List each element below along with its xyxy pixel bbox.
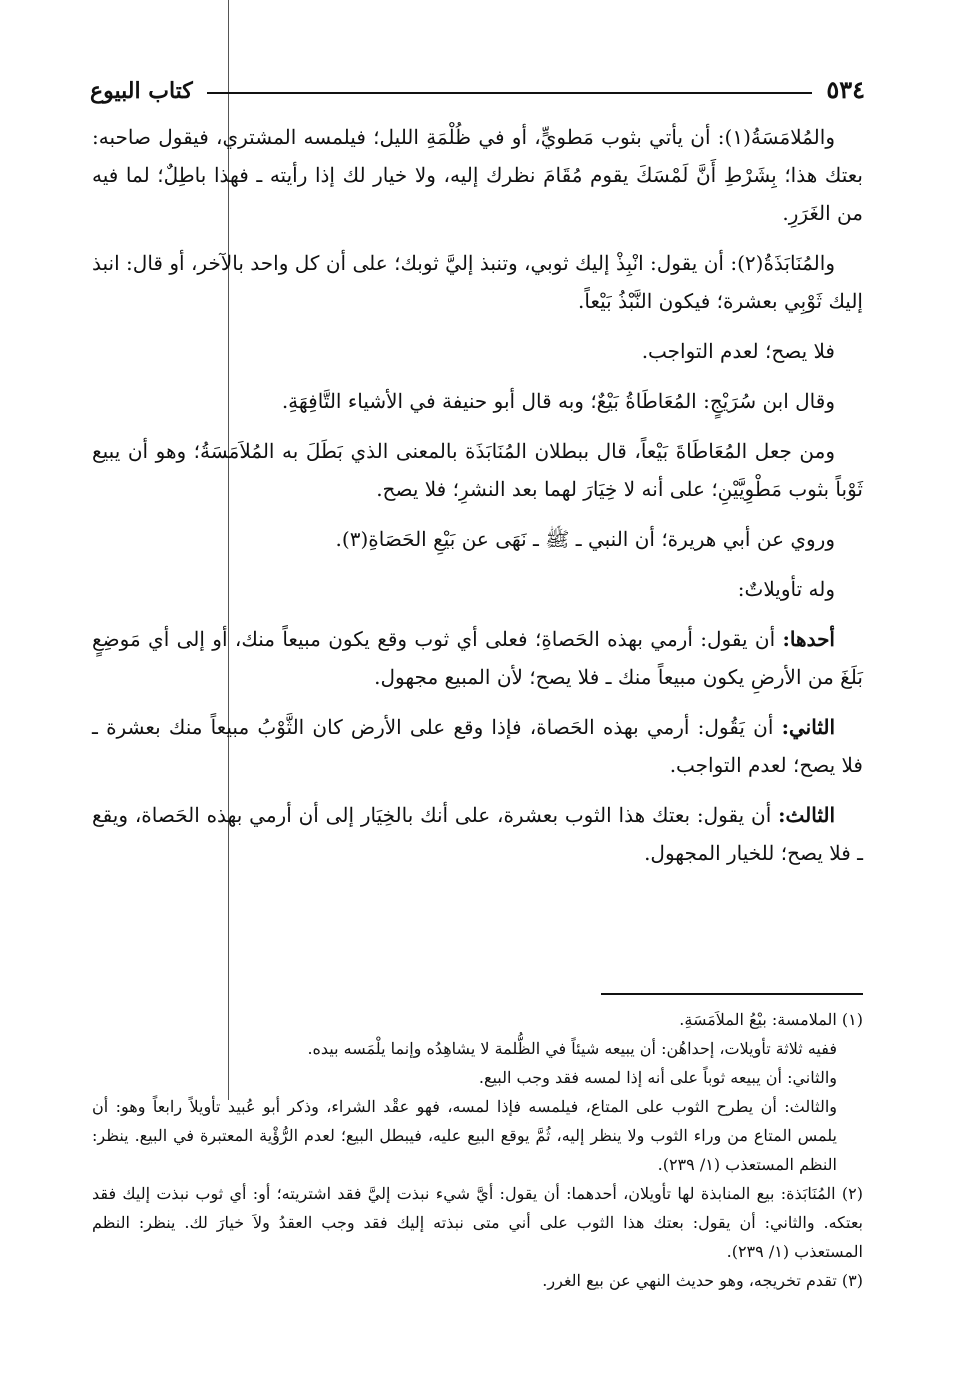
footnote-1-line-a: ففيه ثلاثة تأويلات، إحداهُن: أن يبيعه شيئاً في الظُّلمة لا يشاهِدُه وإنما يلْمَسه بيده. bbox=[307, 1039, 837, 1058]
footnote-1-line-c: والثالث: أن يطرح الثوب على المتاع، فيلمسه فإذا لمسه، فهو عقْد الشراء، وذكر أبو عُبيد تأويلاً رابعاً وهو: أن يلمس المتاع من وراء الثوب ولا ينظر إليه، ثُمَّ يوقع البيع عليه، فيبطل البيع؛ لعدم الرُّؤْية المعتبرة في البيع. ينظر: النظم المستعذب (١/ ٢٣٩). bbox=[92, 1097, 838, 1174]
header-rule bbox=[207, 92, 813, 94]
footnote-separator bbox=[601, 993, 863, 995]
page-number: ٥٣٤ bbox=[826, 75, 865, 104]
paragraph-mulamasa: والمُلامَسَةُ(١): أن يأتي بثوب مَطويٍّ، أو في ظُلْمَةِ الليل؛ فيلمسه المشتري، فيقول صاحبه: بعتك هذا؛ بِشَرْطِ أَنَّ لَمْسَكَ يقوم مُقَامَ نظرك إليه، ولا خيار لك إذا رأيته ـ فهذا باطِلٌ؛ لما فيه من الغَرَرِ. bbox=[92, 125, 863, 225]
main-text bbox=[92, 118, 863, 884]
footnote-1-line-b: والثاني: أن يبيعه ثوباً على أنه إذا لمسه فقد وجب البيع. bbox=[478, 1068, 837, 1087]
first-text: أن يقول: أرمي بهذه الحَصاةِ؛ فعلى أي ثوب وقع يكون مبيعاً منك، أو إلى أي مَوضِعٍ بَلَغَ من الأرضِ يكون مبيعاً منك ـ فلا يصح؛ لأن المبيع مجهول. bbox=[92, 627, 863, 689]
paragraph-third bbox=[92, 796, 863, 872]
chapter-title: كتاب البيوع bbox=[90, 78, 193, 104]
paragraph-no-validity: فلا يصح؛ لعدم التواجب. bbox=[641, 339, 835, 363]
third-label: الثالث: bbox=[778, 803, 836, 827]
paragraph-ibn-surayj: وقال ابن سُرَيْجٍ: المُعَاطَاةُ بَيْعٌ؛ وبه قال أبو حنيفة في الأشياء التَّافِهَةِ. bbox=[281, 389, 835, 413]
paragraph-interpretations: وله تأويلاتٌ: bbox=[737, 577, 835, 601]
footnote-3: (٣) تقدم تخريجه، وهو حديث النهي عن بيع الغرر. bbox=[542, 1271, 863, 1290]
footnote-1: (١) الملامسة: بيْعُ الملاَمَسَةِ. bbox=[679, 1010, 863, 1029]
third-text: أن يقول: بعتك هذا الثوب بعشرة، على أنك بالخِيَار إلى أن أرمي بهذه الحَصاة، ويقع ـ فلا يصح؛ للخيار المجهول. bbox=[92, 803, 863, 865]
paragraph-muataat: ومن جعل المُعَاطَاةَ بَيْعاً، قال ببطلان المُنَابَذَة بالمعنى الذي بَطَلَ به المُلاَمَسَةُ؛ وهو أن يبيع ثَوْباً بثوب مَطْوِيَّيْنِ؛ على أنه لا خِيَارَ لهما بعد النشرِ؛ فلا يصح. bbox=[92, 439, 863, 501]
paragraph-second bbox=[92, 708, 863, 784]
footnote-2: (٢) المُنَابَذة: بيع المنابذة لها تأويلان، أحدهما: أن يقول: أيَّ شيء نبذت إليَّ فقد اشتريته؛ أو: أي ثوب نبذت إليك فقد بعتكه. والثاني: أن يقول: بعتك هذا الثوب على أني متى نبذته إليك فقد وجب العقدُ ولاَ خيارَ لك. ينظر: النظم المستعذب (١/ ٢٣٩). bbox=[92, 1184, 863, 1261]
second-text: أن يَقُول: أرمي بهذه الحَصاة، فإذا وقع على الأرض كان الثَّوْبُ مبيعاً منك بعشرة ـ فلا يصح؛ لعدم التواجب. bbox=[92, 715, 863, 777]
second-label: الثاني: bbox=[781, 715, 836, 739]
page-header bbox=[90, 70, 865, 104]
first-label: أحدها: bbox=[782, 627, 835, 651]
paragraph-first bbox=[92, 620, 863, 696]
footnotes bbox=[92, 1005, 863, 1295]
paragraph-munabadha: والمُنَابَذَةُ(٢): أن يقول: انْبِذْ إليك ثوبي، وتنبذ إليَّ ثوبك؛ على أن كل واحد بالآخر، أو قال: انبذ إليك ثَوْبِي بعشرة؛ فيكون النَّبْذُ بَيْعاً. bbox=[92, 251, 863, 313]
paragraph-hadith: وروي عن أبي هريرة؛ أن النبي ـ ﷺ ـ نَهَى عن بَيْعِ الحَصَاةِ(٣). bbox=[335, 527, 835, 551]
